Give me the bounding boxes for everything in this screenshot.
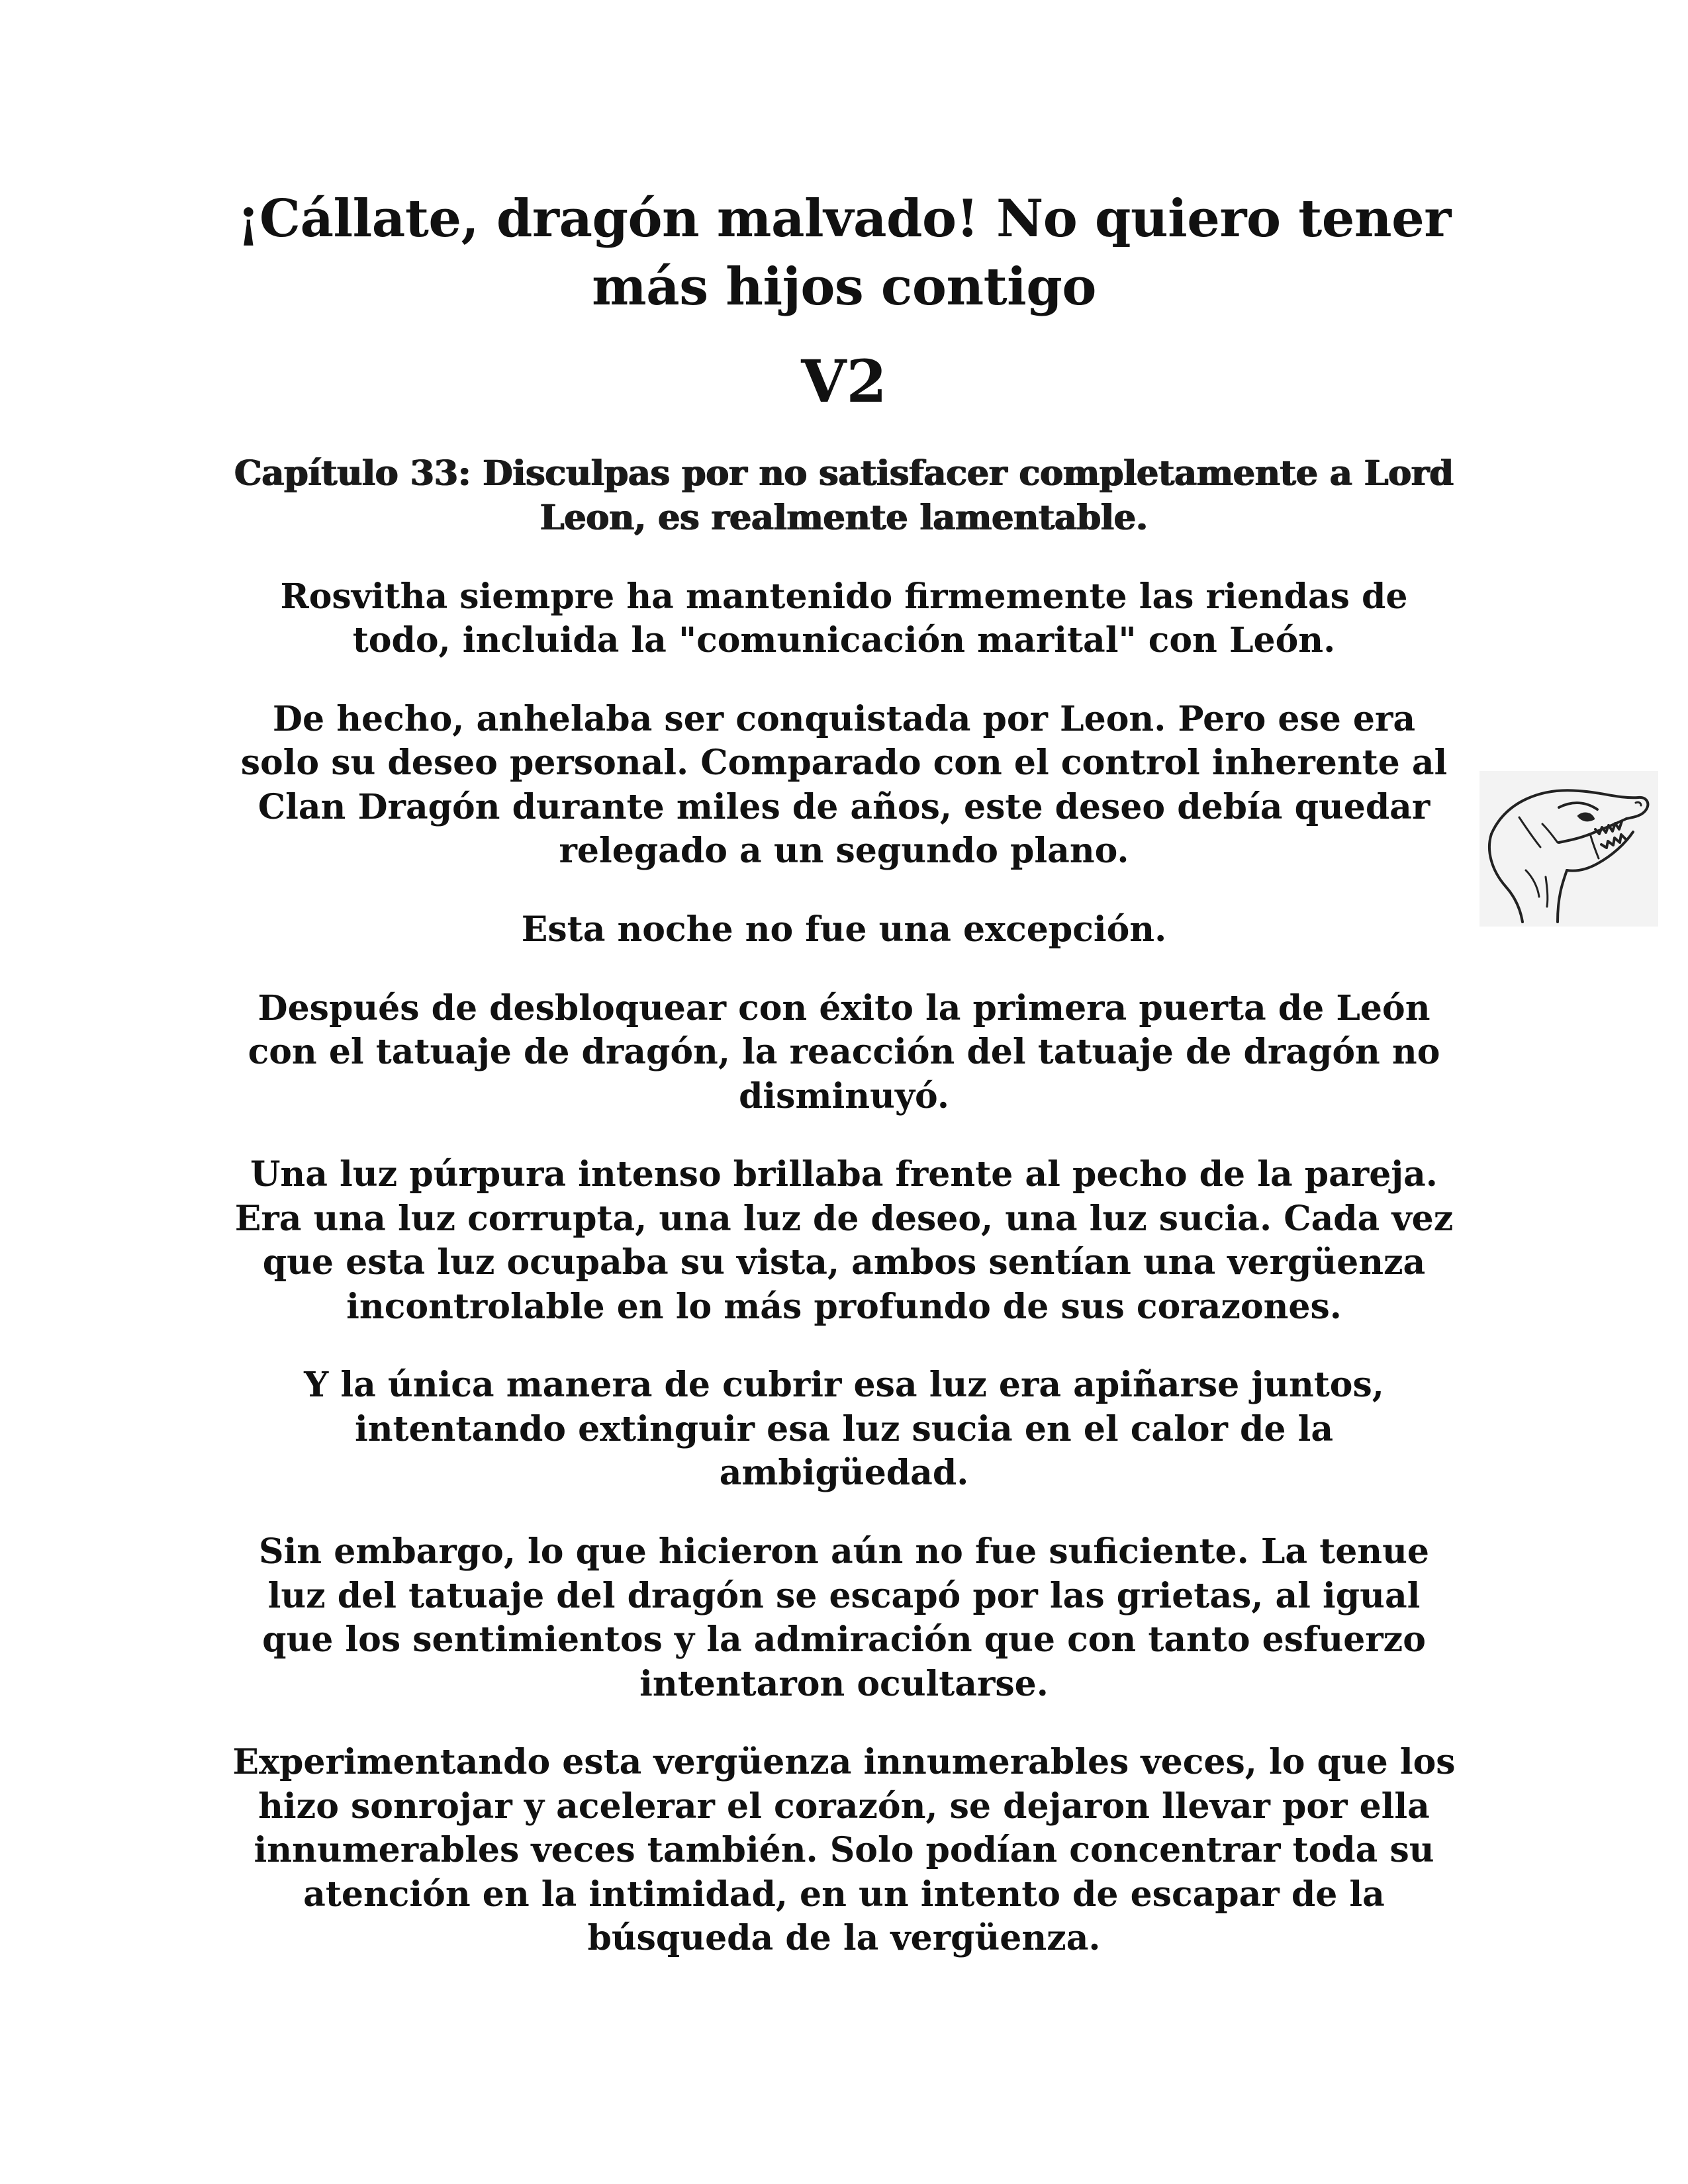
document-title: ¡Cállate, dragón malvado! No quiero tener más hijos contigo (237, 189, 1451, 317)
paragraph-6: Y la única manera de cubrir esa luz era apiñarse juntos, intentando extinguir esa luz sucia en el calor de la ambigüedad. (304, 1365, 1384, 1494)
paragraph-3: Esta noche no fue una excepción. (521, 909, 1167, 950)
paragraph-7: Sin embargo, lo que hicieron aún no fue suficiente. La tenue luz del tatuaje del dragón se escapó por las grietas, al igual que los sentimientos y la admiración que con tanto esfuerzo intentaron ocultarse. (259, 1531, 1429, 1704)
dinosaur-sketch-icon (1479, 771, 1658, 927)
paragraph-4: Después de desbloquear con éxito la primera puerta de León con el tatuaje de dragón, la reacción del tatuaje de dragón no disminuyó. (248, 987, 1440, 1116)
chapter-heading: Capítulo 33: Disculpas por no satisfacer completamente a Lord Leon, es realmente lamentable. (234, 453, 1454, 539)
paragraph-5: Una luz púrpura intenso brillaba frente al pecho de la pareja. Era una luz corrupta, una luz de deseo, una luz sucia. Cada vez que esta luz ocupaba su vista, ambos sentían una vergüenza incontrolable en lo más profundo de sus corazones. (234, 1154, 1454, 1327)
paragraph-1: Rosvitha siempre ha mantenido firmemente las riendas de todo, incluida la "comunicación marital" con León. (280, 576, 1408, 661)
volume-label: V2 (801, 346, 887, 416)
document-page (218, 185, 1470, 1961)
paragraph-8: Experimentando esta vergüenza innumerables veces, lo que los hizo sonrojar y acelerar el corazón, se dejaron llevar por ella innumerables veces también. Solo podían concentrar toda su atención en la intimidad, en un intento de escapar de la búsqueda de la vergüenza. (232, 1742, 1456, 1959)
paragraph-2: De hecho, anhelaba ser conquistada por Leon. Pero ese era solo su deseo personal. Comparado con el control inherente al Clan Dragón durante miles de años, este deseo debía quedar relegado a un segundo plano. (240, 698, 1448, 872)
